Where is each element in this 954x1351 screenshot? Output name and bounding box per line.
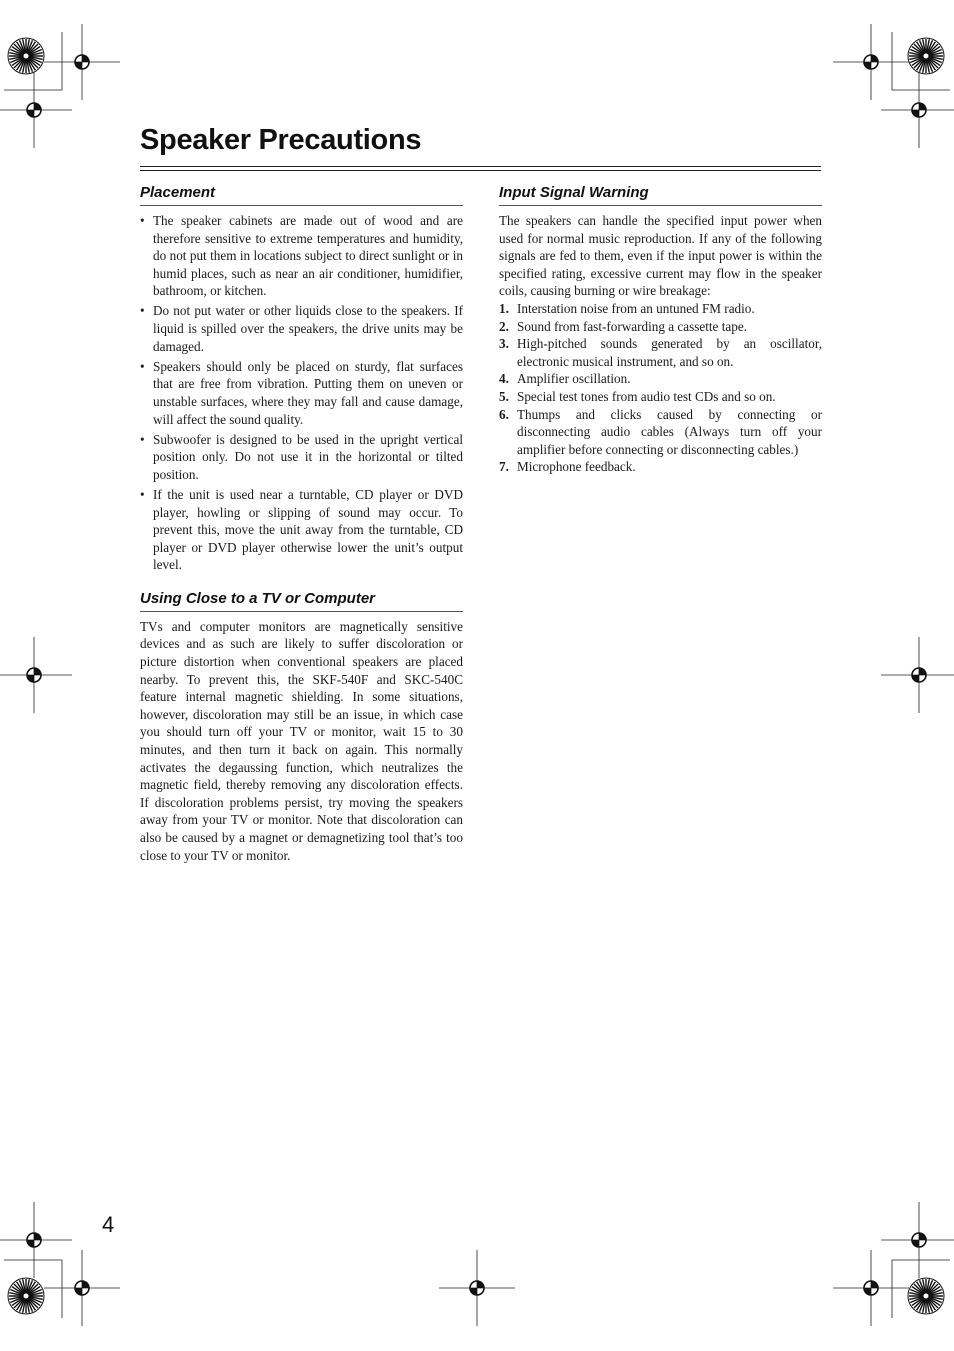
page-number: 4	[102, 1212, 115, 1237]
list-item: • Speakers should only be placed on sturdy, flat surfaces that are free from vibration. Putting them on uneven or unstable surfaces, where they may fall and cause damage, will affect the sound quality.	[140, 358, 463, 428]
list-item: • Subwoofer is designed to be used in the upright vertical position only. Do not use it in the horizontal or tilted position.	[140, 431, 463, 484]
list-item: • Do not put water or other liquids close to the speakers. If liquid is spilled over the speakers, the drive units may be damaged.	[140, 302, 463, 355]
placement-list	[140, 212, 463, 574]
tv-heading: Using Close to a TV or Computer	[140, 590, 463, 612]
input-warning-list	[499, 300, 822, 476]
list-item	[499, 318, 822, 336]
page-title: Speaker Precautions	[140, 124, 422, 156]
list-item	[499, 300, 822, 318]
list-item	[499, 388, 822, 406]
list-number: 3.	[499, 336, 509, 352]
placement-heading: Placement	[140, 184, 463, 206]
list-item: • If the unit is used near a turntable, CD player or DVD player, howling or slipping of sound may occur. To prevent this, move the unit away from the turntable, CD player or DVD player otherwise lower the unit’s output level.	[140, 486, 463, 574]
list-item	[499, 335, 822, 370]
list-number: 1.	[499, 300, 509, 316]
list-text: Amplifier oscillation.	[517, 371, 631, 387]
tv-body: TVs and computer monitors are magnetically sensitive devices and as such are likely to suffer discoloration or picture distortion when conventional speakers are placed nearby. To prevent this, the SKF-540F and SKC-540C feature internal magnetic shielding. In some situations, however, discoloration may still be an issue, in which case you should turn off your TV or monitor, wait 15 to 30 minutes, and then turn it back on again. This normally activates the degaussing function, which neutralizes the magnetic field, thereby removing any discoloration effects. If discoloration problems persist, try moving the speakers away from your TV or monitor. Note that discoloration can also be caused by a magnet or demagnetizing tool that’s too close to your TV or monitor.	[140, 618, 463, 863]
list-number: 7.	[499, 459, 509, 475]
list-text: Thumps and clicks caused by connecting or disconnecting audio cables (Always turn off your amplifier before connecting or disconnecting cables.)	[517, 406, 822, 457]
list-text: Special test tones from audio test CDs and so on.	[517, 388, 776, 404]
list-number: 6.	[499, 406, 509, 422]
list-text: High-pitched sounds generated by an oscillator, electronic musical instrument, and so on.	[517, 336, 822, 369]
title-rule	[140, 166, 821, 171]
list-number: 5.	[499, 388, 509, 404]
list-number: 4.	[499, 371, 509, 387]
list-item	[499, 370, 822, 388]
list-item	[499, 458, 822, 476]
list-item	[499, 406, 822, 459]
left-column	[140, 184, 463, 864]
input-warning-intro: The speakers can handle the specified input power when used for normal music reproduction. If any of the following signals are fed to them, even if the input power is within the specified rating, excessive current may flow in the speaker coils, causing burning or wire breakage:	[499, 213, 822, 299]
list-text: Sound from fast-forwarding a cassette tape.	[517, 318, 747, 334]
list-text: Interstation noise from an untuned FM radio.	[517, 300, 755, 316]
list-text: Microphone feedback.	[517, 459, 636, 475]
list-item: • The speaker cabinets are made out of wood and are therefore sensitive to extreme temperatures and humidity, do not put them in locations subject to direct sunlight or in humid places, such as near an air conditioner, humidifier, bathroom, or kitchen.	[140, 212, 463, 300]
input-warning-heading: Input Signal Warning	[499, 184, 822, 206]
list-number: 2.	[499, 318, 509, 334]
right-column	[499, 184, 822, 476]
